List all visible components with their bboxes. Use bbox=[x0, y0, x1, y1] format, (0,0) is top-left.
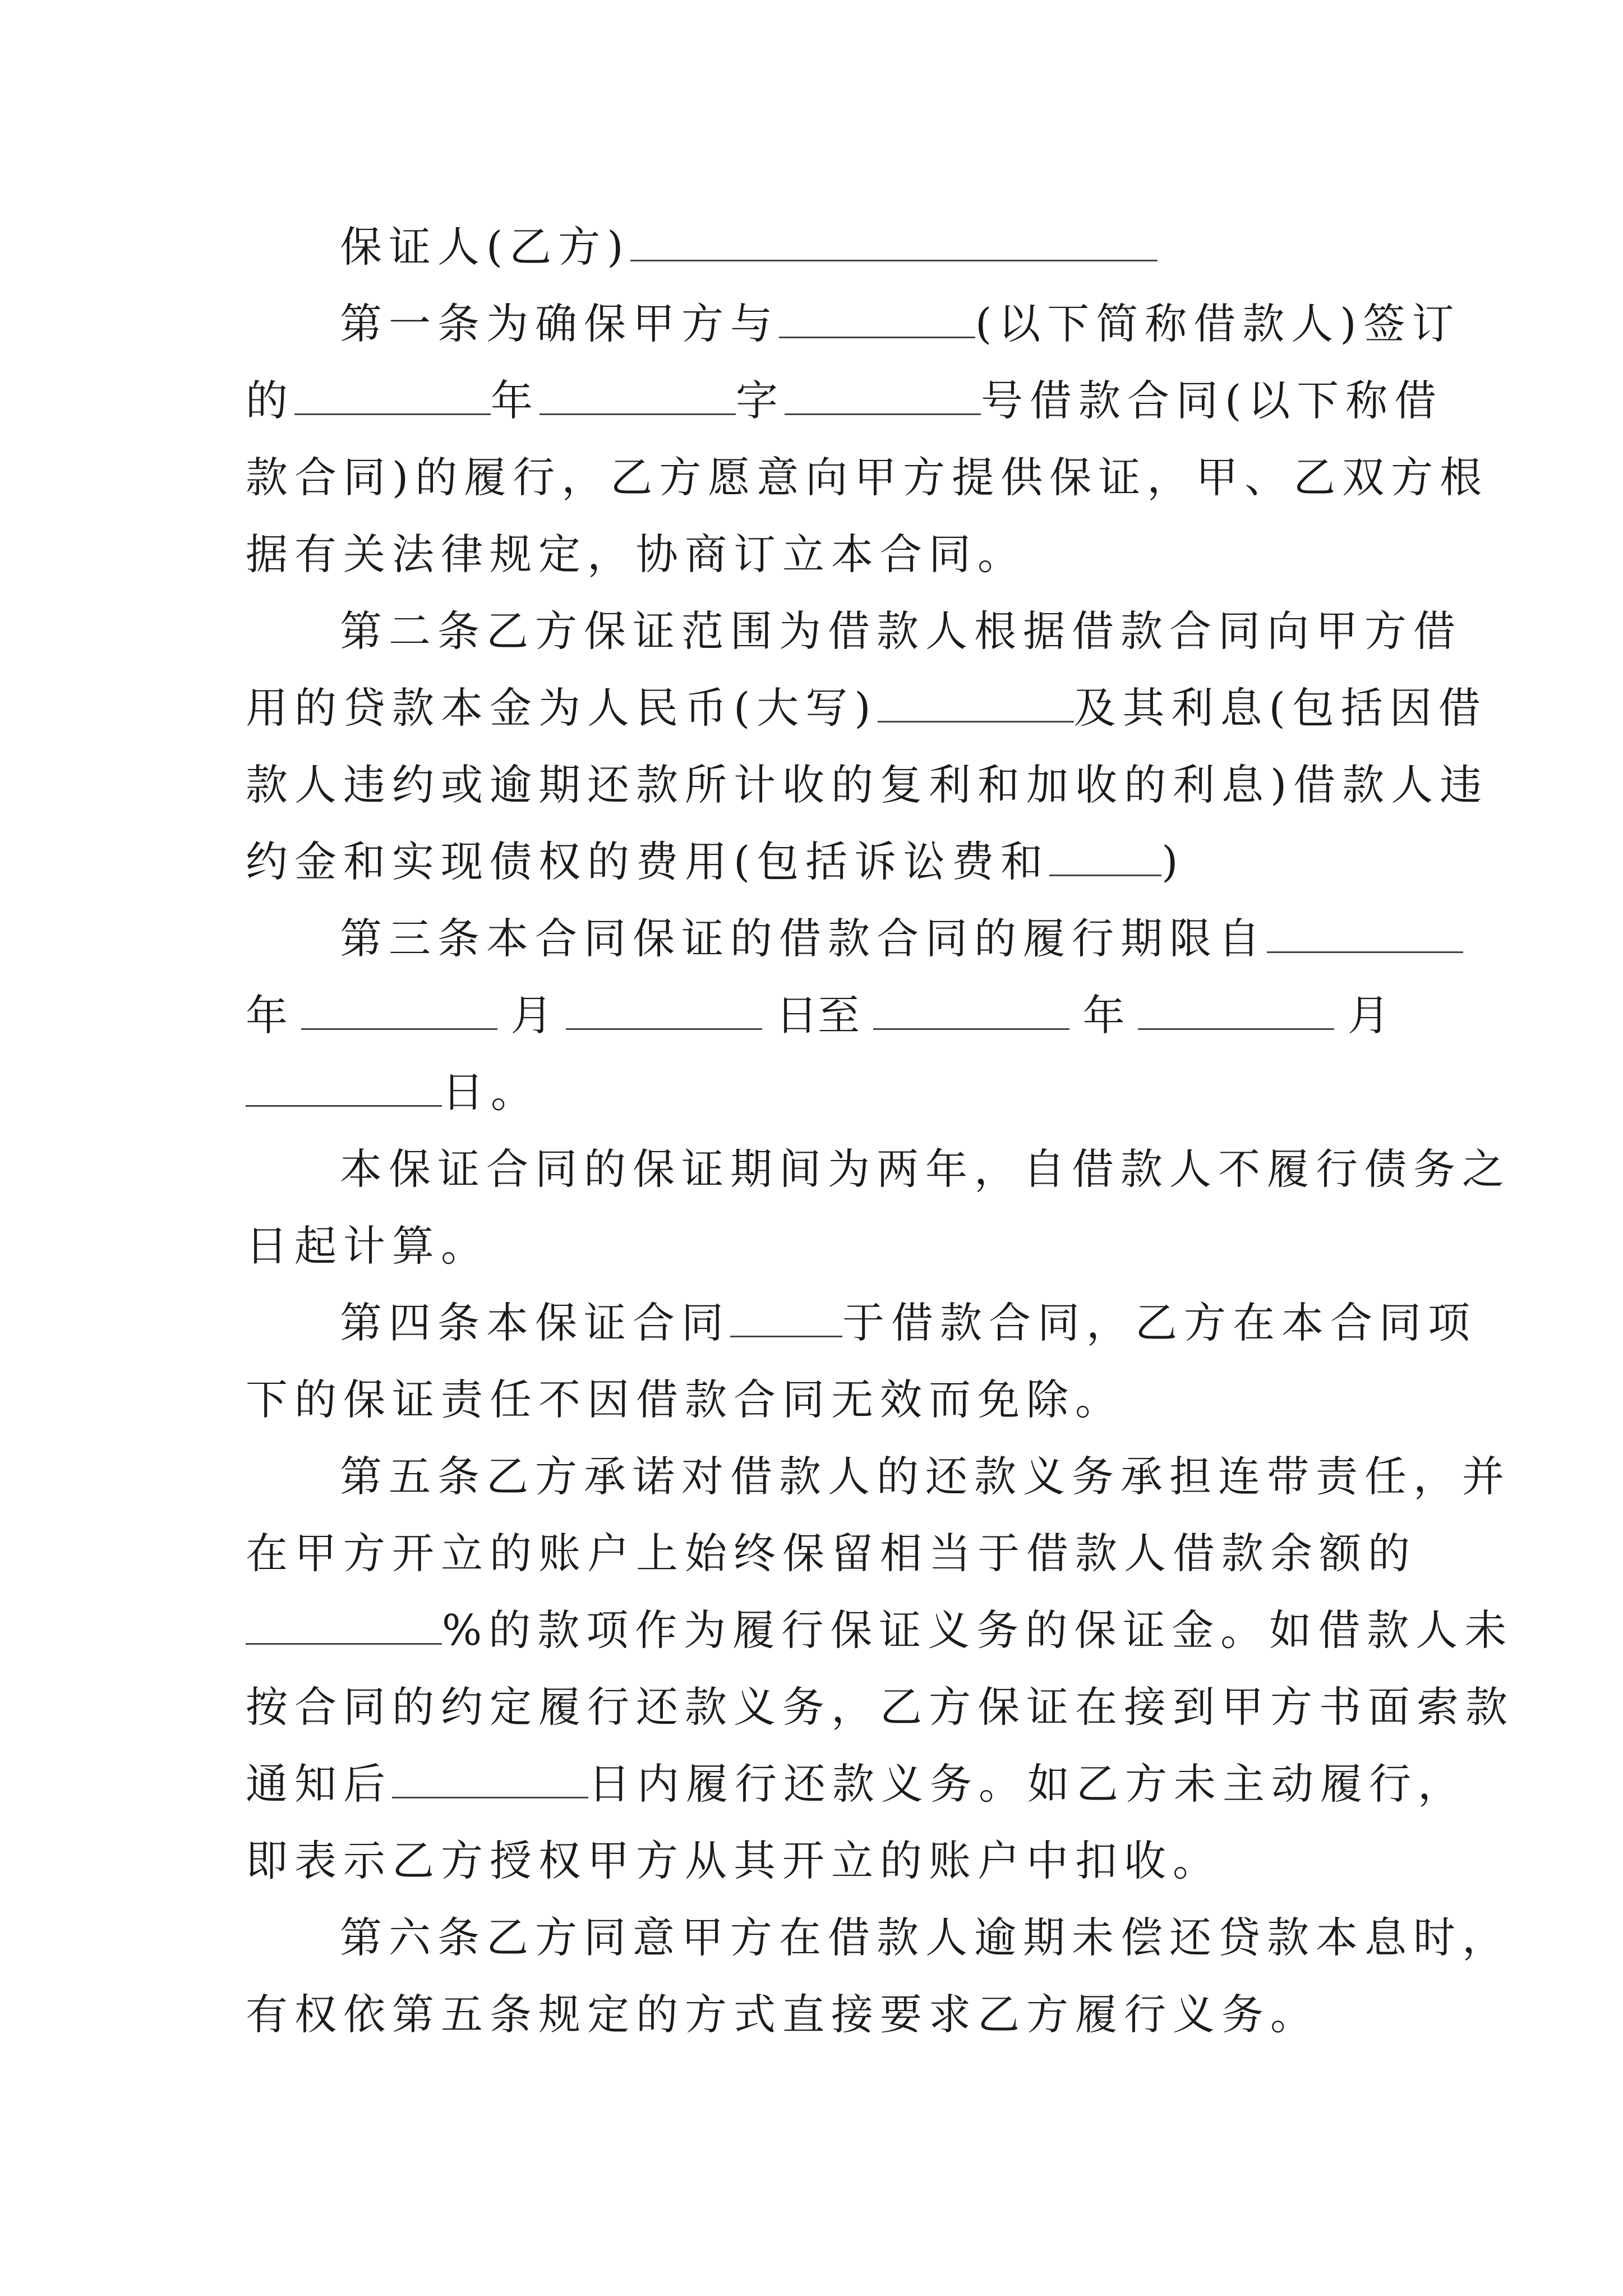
art3-text: 第三条本合同保证的借款合同的履行期限自 bbox=[340, 914, 1267, 963]
art3-text: 年 bbox=[1082, 991, 1125, 1040]
art3-text: 日至 bbox=[775, 991, 860, 1040]
start-day-blank[interactable] bbox=[566, 989, 762, 1030]
art3-line3 bbox=[246, 1064, 1390, 1120]
art2-line3: 款人违约或逾期还款所计收的复利和加收的利息)借款人违 bbox=[246, 760, 1489, 809]
art1-text: 号借款合同(以下称借 bbox=[981, 376, 1444, 425]
art1-line3: 款合同)的履行，乙方愿意向甲方提供保证，甲、乙双方根 bbox=[246, 453, 1489, 502]
art3-line2 bbox=[246, 987, 1390, 1043]
art5-line4: 按合同的约定履行还款义务，乙方保证在接到甲方书面索款 bbox=[246, 1682, 1515, 1732]
art4-text: 第四条本保证合同 bbox=[340, 1298, 731, 1347]
end-day-blank[interactable] bbox=[246, 1066, 442, 1107]
relation-blank[interactable] bbox=[730, 1296, 842, 1337]
guarantee-period-line2: 日起计算。 bbox=[246, 1221, 490, 1271]
art5-text: %的款项作为履行保证义务的保证金。如借款人未 bbox=[442, 1605, 1514, 1655]
end-month-blank[interactable] bbox=[1138, 989, 1334, 1030]
art4-text: 于借款合同，乙方在本合同项 bbox=[842, 1298, 1477, 1347]
art1-text: 年 bbox=[491, 376, 540, 425]
art3-text: 日。 bbox=[442, 1068, 540, 1117]
art2-line4 bbox=[246, 834, 1390, 890]
principal-amount-blank[interactable] bbox=[878, 682, 1074, 723]
art3-text: 年 bbox=[246, 991, 288, 1040]
art1-text: 的 bbox=[246, 376, 295, 425]
start-month-blank[interactable] bbox=[301, 989, 497, 1030]
art5-line1: 第五条乙方承诺对借款人的还款义务承担连带责任，并 bbox=[340, 1452, 1511, 1501]
contract-word-blank[interactable] bbox=[540, 374, 736, 415]
art2-line1: 第二条乙方保证范围为借款人根据借款合同向甲方借 bbox=[340, 606, 1463, 656]
art6-line1: 第六条乙方同意甲方在借款人逾期未偿还贷款本息时， bbox=[340, 1913, 1511, 1962]
term-start-blank[interactable] bbox=[1267, 912, 1463, 953]
deposit-percent-blank[interactable] bbox=[246, 1604, 442, 1645]
borrower-blank[interactable] bbox=[779, 297, 975, 338]
end-year-blank[interactable] bbox=[873, 989, 1069, 1030]
art2-text: 用的贷款本金为人民币(大写) bbox=[246, 683, 878, 733]
guarantee-period-line1: 本保证合同的保证期间为两年，自借款人不履行债务之 bbox=[340, 1144, 1511, 1194]
art1-line4: 据有关法律规定，协商订立本合同。 bbox=[246, 530, 1027, 579]
art1-text: 第一条为确保甲方与 bbox=[340, 299, 780, 348]
guarantor-line bbox=[340, 219, 1390, 275]
art2-text: 约金和实现债权的费用(包括诉讼费和 bbox=[246, 837, 1050, 886]
art3-line1 bbox=[340, 910, 1390, 967]
art1-line2 bbox=[246, 372, 1444, 429]
art5-line2: 在甲方开立的账户上始终保留相当于借款人借款余额的 bbox=[246, 1529, 1417, 1578]
art3-text: 月 bbox=[510, 991, 553, 1040]
repayment-days-blank[interactable] bbox=[392, 1757, 588, 1798]
art4-line2: 下的保证责任不因借款合同无效而免除。 bbox=[246, 1375, 1124, 1424]
art1-text: (以下简称借款人)签订 bbox=[975, 299, 1461, 348]
art5-text: 通知后 bbox=[246, 1759, 393, 1809]
art2-text: 及其利息(包括因借 bbox=[1073, 683, 1487, 733]
contract-number-blank[interactable] bbox=[785, 374, 981, 415]
art5-line5 bbox=[246, 1756, 1467, 1812]
art6-line2: 有权依第五条规定的方式直接要求乙方履行义务。 bbox=[246, 1990, 1320, 2039]
contract-year-blank[interactable] bbox=[294, 374, 491, 415]
art1-text: 字 bbox=[736, 376, 785, 425]
art1-line1 bbox=[340, 296, 1461, 352]
art5-line6: 即表示乙方授权甲方从其开立的账户中扣收。 bbox=[246, 1836, 1222, 1885]
art2-line2 bbox=[246, 680, 1487, 736]
art4-line1 bbox=[340, 1295, 1477, 1351]
art2-text: ) bbox=[1161, 837, 1185, 886]
litigation-fee-blank[interactable] bbox=[1049, 835, 1161, 876]
art5-text: 日内履行还款义务。如乙方未主动履行， bbox=[588, 1759, 1467, 1809]
guarantor-blank[interactable] bbox=[630, 220, 1158, 261]
guarantor-label: 保证人(乙方) bbox=[340, 222, 630, 272]
art3-text: 月 bbox=[1347, 991, 1390, 1040]
art5-line3 bbox=[246, 1602, 1514, 1658]
